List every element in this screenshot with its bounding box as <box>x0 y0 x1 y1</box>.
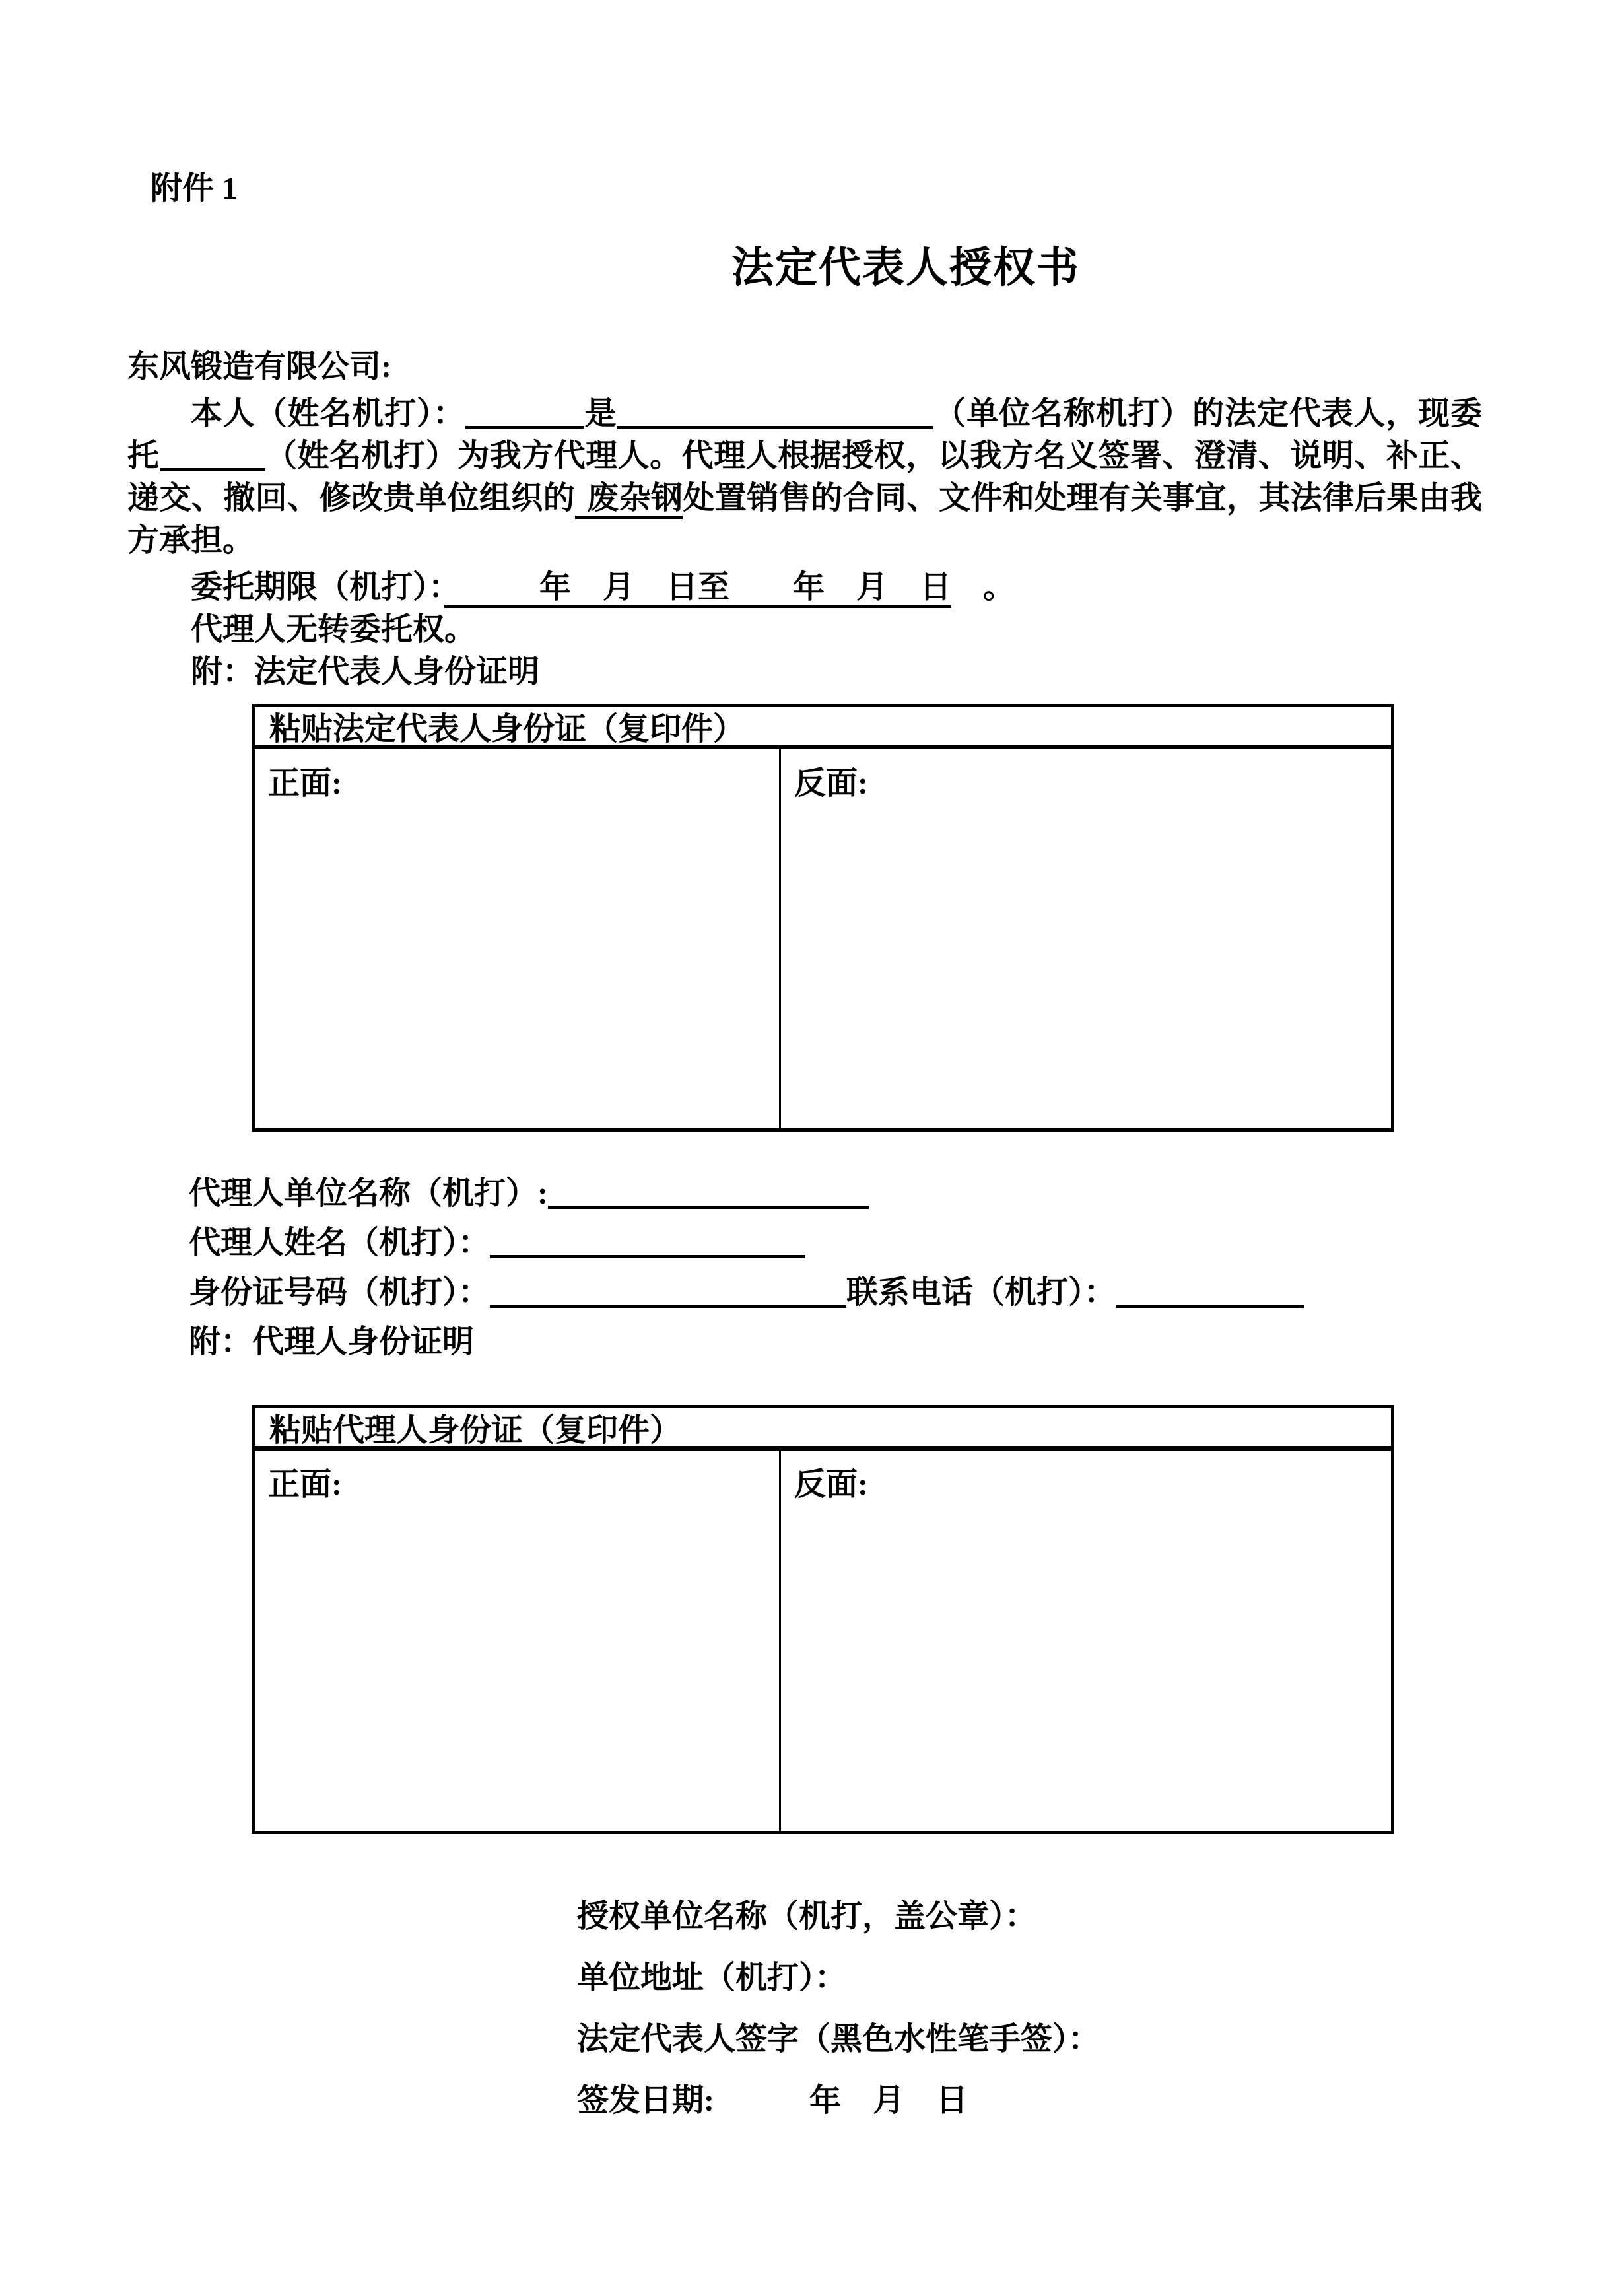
term-label: 委托期限（机打）： <box>191 570 445 605</box>
agent-id-paste-box <box>252 1405 1394 1834</box>
agent-id-label: 身份证号码（机打）： <box>189 1275 491 1310</box>
para-segment: 是 <box>584 396 617 431</box>
agent-attachment-note: 附：代理人身份证明 <box>189 1324 475 1359</box>
agent-company-blank <box>548 1177 869 1209</box>
legal-rep-attachment-note: 附：法定代表人身份证明 <box>191 654 540 689</box>
front-label: 正面: <box>268 766 342 801</box>
issue-date-label: 签发日期: <box>577 2083 714 2118</box>
agent-id-front-cell <box>255 1451 781 1831</box>
legal-rep-id-back-cell <box>781 749 1391 1128</box>
legal-rep-name-blank <box>465 397 584 429</box>
issue-date-fields: 年 月 日 <box>714 2083 968 2118</box>
agent-phone-blank <box>1116 1276 1304 1308</box>
page-title: 法定代表人授权书 <box>731 244 1080 291</box>
term-period-mark: 。 <box>951 570 1015 605</box>
para-segment: （单位名称机打）的法定代表人，现委托 <box>127 396 1482 473</box>
back-label: 反面: <box>794 766 868 801</box>
authorization-paragraph <box>127 393 1482 562</box>
agent-id-box-header: 粘贴代理人身份证（复印件） <box>255 1408 1391 1451</box>
agent-id-back-cell <box>781 1451 1391 1831</box>
scrap-steel-underlined-text: 废杂钢 <box>575 481 683 519</box>
term-from-blank: 年 月 日至 <box>444 570 729 608</box>
front-label: 正面: <box>268 1467 342 1502</box>
legal-rep-id-box-row <box>255 749 1391 1128</box>
issuer-signature-line: 法定代表人签字（黑色水性笔手签）： <box>577 2022 1100 2057</box>
legal-rep-id-front-cell <box>255 749 781 1128</box>
agent-name-label: 代理人姓名（机打）： <box>189 1225 491 1260</box>
para-segment: （姓名机打）为我方代理人。代理人根据授权，以我方名义签署、澄清、说明、补正、递交、撤回、修改贵单位组织的 <box>127 438 1482 516</box>
addressee-company: 东风锻造有限公司: <box>127 349 391 384</box>
agent-fields-block <box>189 1169 1304 1367</box>
agent-name-blank <box>160 440 265 471</box>
agent-company-line <box>189 1169 1304 1218</box>
attachment-label: 附件 1 <box>151 171 238 206</box>
agent-company-label: 代理人单位名称（机打）: <box>189 1176 548 1211</box>
agent-phone-label: 联系电话（机打）： <box>846 1275 1116 1310</box>
agent-id-box-row <box>255 1451 1391 1831</box>
legal-rep-id-paste-box <box>252 704 1394 1132</box>
terms-block <box>127 566 1482 693</box>
para-segment: 处置销售的合同、文件和处理有关事宜，其法律后果由我方承担。 <box>127 481 1482 558</box>
para-segment: 本人（姓名机打）： <box>191 396 465 431</box>
issuer-company-line: 授权单位名称（机打，盖公章）： <box>577 1899 1037 1934</box>
agent-name-field-blank <box>490 1227 805 1258</box>
term-to-blank: 年 月 日 <box>729 570 951 608</box>
legal-rep-id-box-header: 粘贴法定代表人身份证（复印件） <box>255 707 1391 749</box>
issuer-block <box>577 1886 1100 2131</box>
no-subdelegation-line: 代理人无转委托权。 <box>191 612 477 647</box>
agent-name-line <box>189 1218 1304 1268</box>
agent-id-blank <box>490 1276 846 1308</box>
company-name-blank <box>617 397 933 429</box>
back-label: 反面: <box>794 1467 868 1502</box>
term-line <box>127 566 1482 609</box>
agent-id-phone-line <box>189 1268 1304 1317</box>
issuer-address-line: 单位地址（机打）： <box>577 1960 847 1995</box>
issue-date-line <box>577 2070 1100 2131</box>
